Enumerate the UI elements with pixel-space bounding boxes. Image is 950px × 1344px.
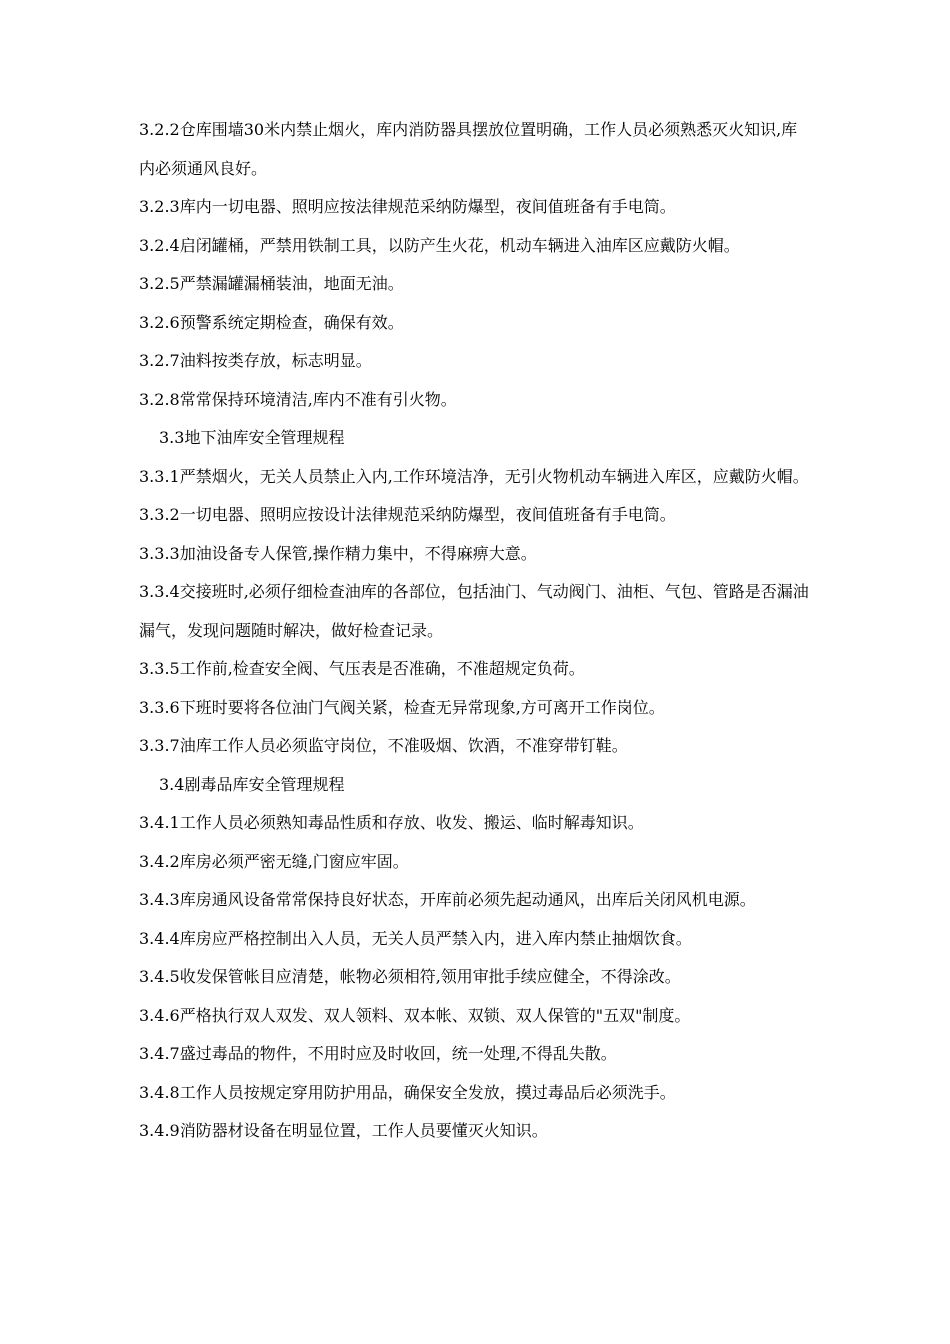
paragraph-3-3-7: 3.3.7油库工作人员必须监守岗位，不准吸烟、饮酒，不准穿带钉鞋。 bbox=[139, 736, 628, 755]
paragraph-3-3-2: 3.3.2一切电器、照明应按设计法律规范采纳防爆型，夜间值班备有手电筒。 bbox=[139, 505, 676, 524]
document-page bbox=[139, 111, 811, 1151]
paragraph-3-4-2: 3.4.2库房必须严密无缝,门窗应牢固。 bbox=[139, 851, 409, 871]
section-heading-3-4: 3.4剧毒品库安全管理规程 bbox=[159, 774, 345, 794]
paragraph-3-2-4: 3.2.4启闭罐桶，严禁用铁制工具，以防产生火花，机动车辆进入油库区应戴防火帽。 bbox=[139, 235, 740, 255]
paragraph-3-4-9: 3.4.9消防器材设备在明显位置，工作人员要懂灭火知识。 bbox=[139, 1121, 548, 1140]
paragraph-3-2-2: 3.2.2仓库围墙30米内禁止烟火，库内消防器具摆放位置明确，工作人员必须熟悉灭火知识,库内必须通风良好。 bbox=[139, 120, 798, 178]
paragraph-3-3-5: 3.3.5工作前,检查安全阀、气压表是否准确，不准超规定负荷。 bbox=[139, 659, 585, 678]
paragraph-3-3-4: 3.3.4交接班时,必须仔细检查油库的各部位，包括油门、气动阀门、油柜、气包、管路是否漏油漏气，发现问题随时解决，做好检查记录。 bbox=[139, 582, 809, 640]
paragraph-3-4-8: 3.4.8工作人员按规定穿用防护用品，确保安全发放，摸过毒品后必须洗手。 bbox=[139, 1082, 676, 1102]
paragraph-3-2-6: 3.2.6预警系统定期检查，确保有效。 bbox=[139, 312, 404, 332]
section-heading-3-3: 3.3地下油库安全管理规程 bbox=[159, 428, 345, 447]
paragraph-3-2-5: 3.2.5严禁漏罐漏桶装油，地面无油。 bbox=[139, 274, 404, 293]
paragraph-3-4-1: 3.4.1工作人员必须熟知毒品性质和存放、收发、搬运、临时解毒知识。 bbox=[139, 813, 644, 832]
paragraph-3-3-3: 3.3.3加油设备专人保管,操作精力集中，不得麻痹大意。 bbox=[139, 543, 537, 563]
paragraph-3-3-1: 3.3.1严禁烟火，无关人员禁止入内,工作环境洁净，无引火物机动车辆进入库区，应戴防火帽。 bbox=[139, 466, 809, 486]
paragraph-3-4-5: 3.4.5收发保管帐目应清楚，帐物必须相符,领用审批手续应健全，不得涂改。 bbox=[139, 967, 681, 986]
paragraph-3-3-6: 3.3.6下班时要将各位油门气阀关紧，检查无异常现象,方可离开工作岗位。 bbox=[139, 697, 665, 717]
paragraph-3-4-4: 3.4.4库房应严格控制出入人员，无关人员严禁入内，进入库内禁止抽烟饮食。 bbox=[139, 928, 692, 948]
paragraph-3-4-7: 3.4.7盛过毒品的物件，不用时应及时收回，统一处理,不得乱失散。 bbox=[139, 1044, 617, 1063]
paragraph-3-2-8: 3.2.8常常保持环境清洁,库内不准有引火物。 bbox=[139, 389, 457, 409]
paragraph-3-4-6: 3.4.6严格执行双人双发、双人领料、双本帐、双锁、双人保管的"五双"制度。 bbox=[139, 1005, 691, 1025]
paragraph-3-2-3: 3.2.3库内一切电器、照明应按法律规范采纳防爆型，夜间值班备有手电筒。 bbox=[139, 197, 676, 216]
paragraph-3-4-3: 3.4.3库房通风设备常常保持良好状态，开库前必须先起动通风，出库后关闭风机电源。 bbox=[139, 890, 756, 909]
paragraph-3-2-7: 3.2.7油料按类存放，标志明显。 bbox=[139, 351, 372, 370]
